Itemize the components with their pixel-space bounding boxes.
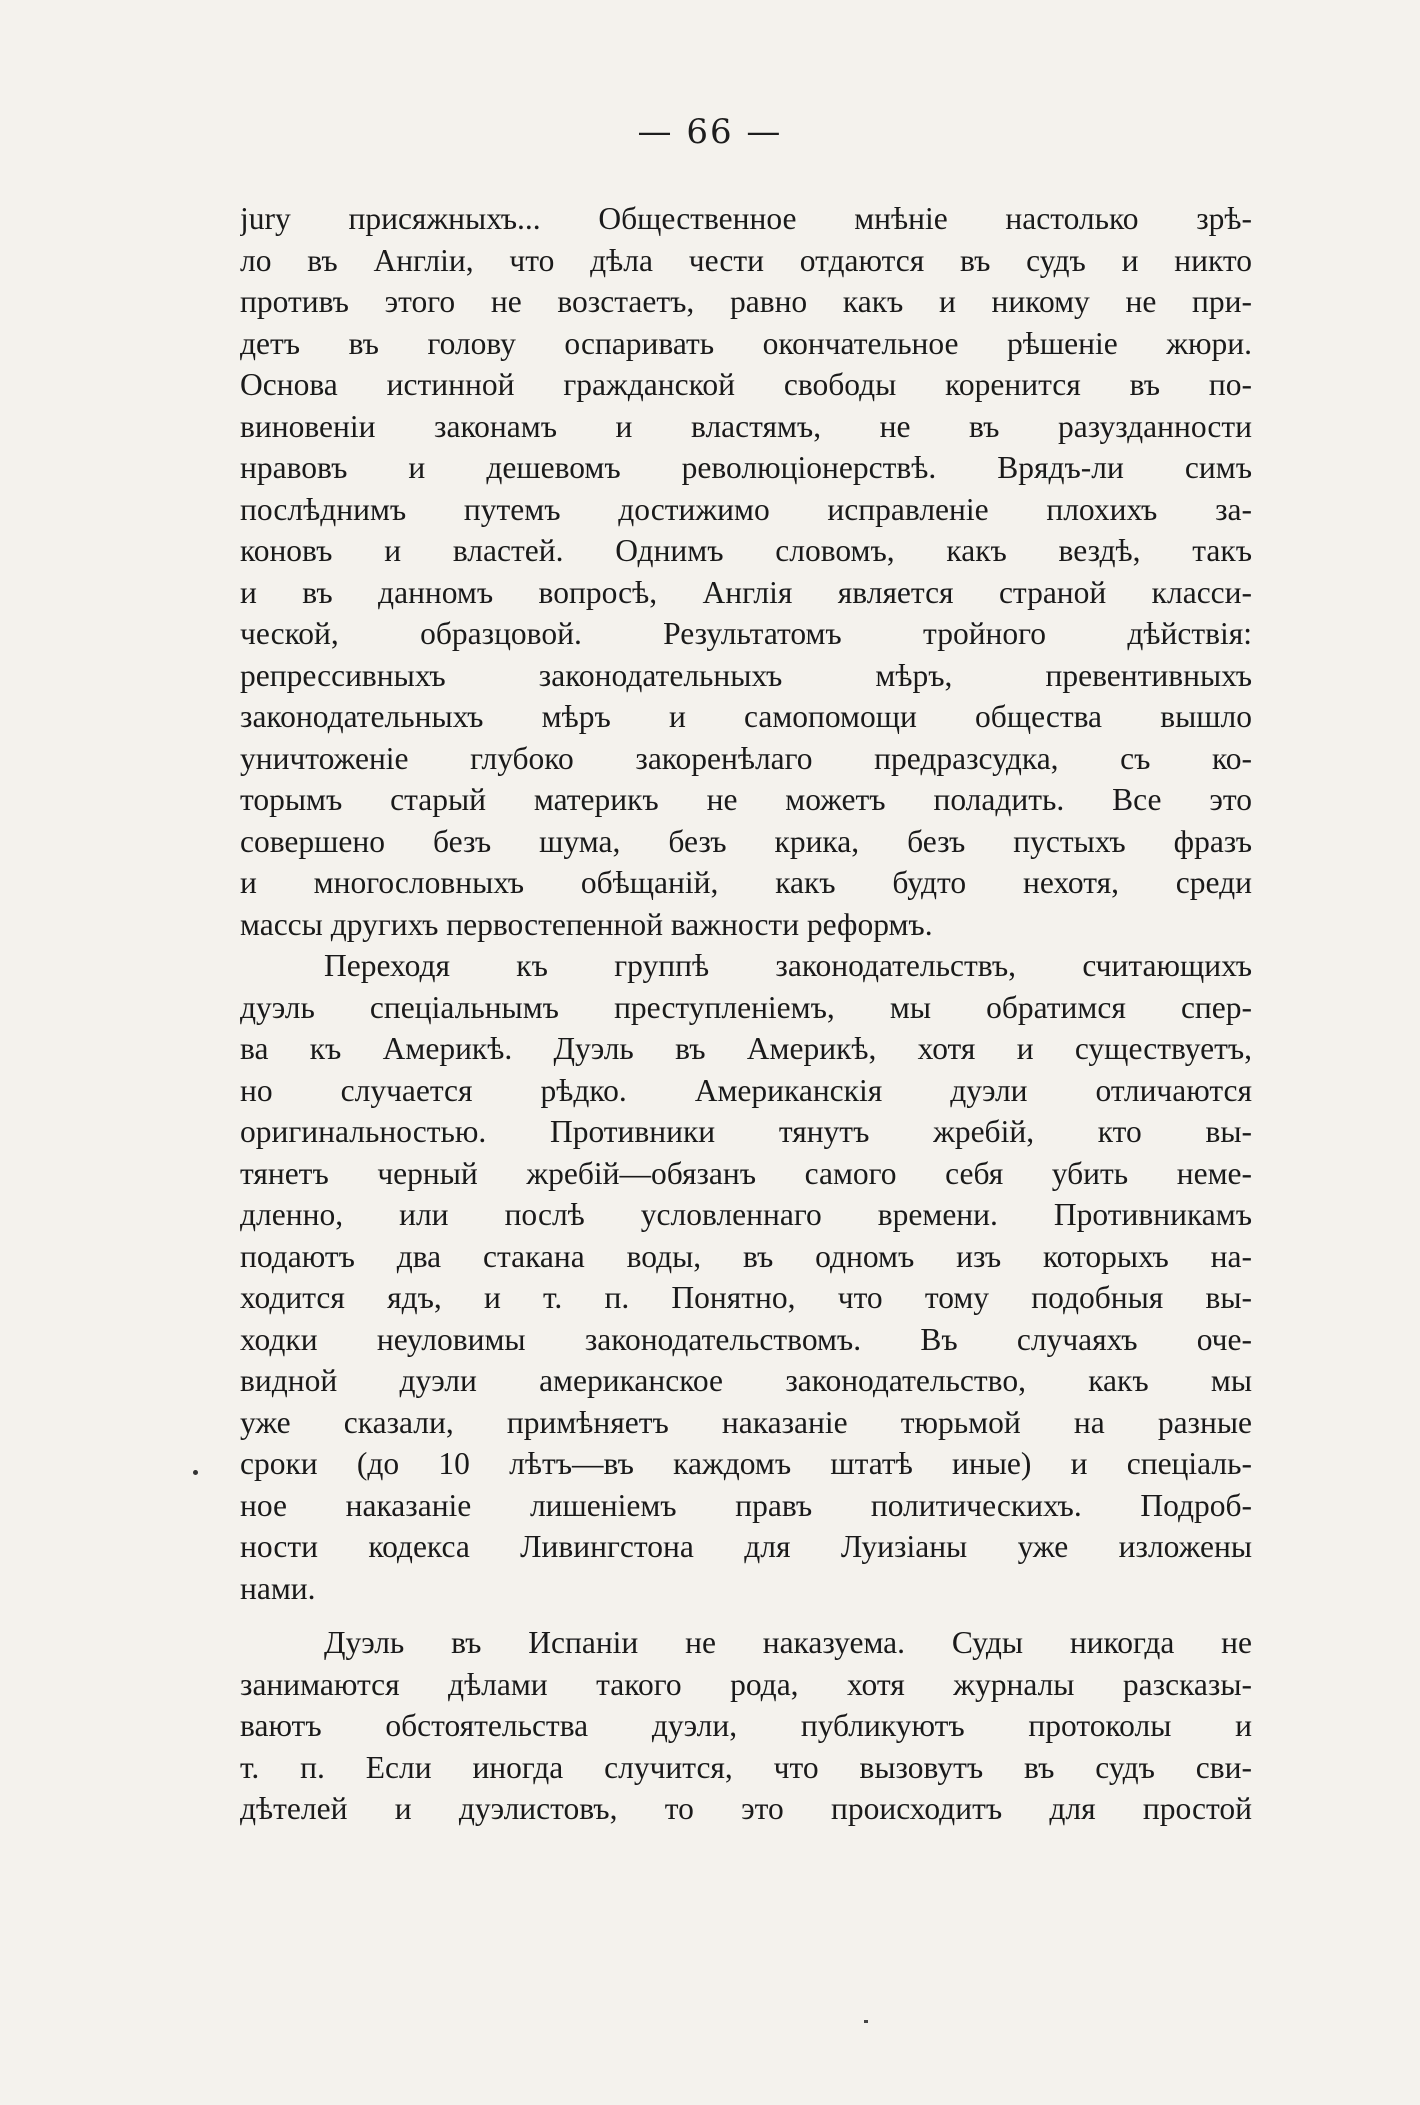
text-line: и многословныхъ обѣщаній, какъ будто нехотя, среди	[240, 865, 1252, 900]
text-line: дленно, или послѣ условленнаго времени. Противникамъ	[240, 1197, 1252, 1232]
text-line: Основа истинной гражданской свободы коренится въ по-	[240, 367, 1252, 402]
text-line: нравовъ и дешевомъ революціонерствѣ. Врядъ-ли симъ	[240, 450, 1252, 485]
text-line: уже сказали, примѣняетъ наказаніе тюрьмой на разные	[240, 1404, 1252, 1440]
text-line: видной дуэли американское законодательство, какъ мы	[240, 1363, 1252, 1398]
text-line: виновеніи законамъ и властямъ, не въ разузданности	[240, 408, 1252, 444]
text-line: коновъ и властей. Однимъ словомъ, какъ вездѣ, такъ	[240, 533, 1252, 568]
body-text	[240, 198, 1252, 1830]
text-line: ческой, образцовой. Результатомъ тройного дѣйствія:	[240, 616, 1252, 651]
text-line: детъ въ голову оспаривать окончательное рѣшеніе жюри.	[240, 325, 1252, 361]
text-line: ходки неуловимы законодательствомъ. Въ случаяхъ оче-	[240, 1321, 1252, 1357]
text-line: тянетъ черный жребій—обязанъ самого себя убить неме-	[240, 1155, 1252, 1191]
text-line: подаютъ два стакана воды, въ одномъ изъ которыхъ на-	[240, 1238, 1252, 1274]
text-line: законодательныхъ мѣръ и самопомощи общества вышло	[240, 699, 1252, 734]
text-line: Дуэль въ Испаніи не наказуема. Суды никогда не	[324, 1625, 1252, 1660]
text-line: и въ данномъ вопросѣ, Англія является страной класси-	[240, 574, 1252, 610]
margin-mark	[193, 1470, 198, 1475]
text-line: торымъ старый материкъ не можетъ поладить. Все это	[240, 782, 1252, 817]
text-line: противъ этого не возстаетъ, равно какъ и никому не при-	[240, 284, 1252, 319]
print-speck	[864, 2020, 868, 2023]
text-line: ваютъ обстоятельства дуэли, публикуютъ протоколы и	[240, 1708, 1252, 1743]
text-line: послѣднимъ путемъ достижимо исправленіе плохихъ за-	[240, 491, 1252, 527]
text-line: дуэль спеціальнымъ преступленіемъ, мы обратимся спер-	[240, 989, 1252, 1025]
text-line: ло въ Англіи, что дѣла чести отдаются въ судъ и никто	[240, 242, 1252, 278]
text-line: ное наказаніе лишеніемъ правъ политическихъ. Подроб-	[240, 1487, 1252, 1523]
text-line: оригинальностью. Противники тянутъ жребій, кто вы-	[240, 1114, 1252, 1149]
text-line: ходится ядъ, и т. п. Понятно, что тому подобныя вы-	[240, 1280, 1252, 1315]
text-line: совершено безъ шума, безъ крика, безъ пустыхъ фразъ	[240, 823, 1252, 859]
paragraph-gap	[240, 1609, 1252, 1622]
text-line: массы другихъ первостепенной важности реформъ.	[240, 906, 933, 942]
text-line: дѣтелей и дуэлистовъ, то это происходитъ для простой	[240, 1791, 1252, 1826]
text-line: репрессивныхъ законодательныхъ мѣръ, превентивныхъ	[240, 657, 1252, 693]
text-line: нами.	[240, 1570, 316, 1606]
text-line: Переходя къ группѣ законодательствъ, считающихъ	[324, 948, 1252, 983]
text-line: уничтоженіе глубоко закоренѣлаго предразсудка, съ ко-	[240, 740, 1252, 776]
text-line: т. п. Если иногда случится, что вызовутъ въ судъ сви-	[240, 1749, 1252, 1785]
page-number: — 66 —	[637, 112, 783, 152]
text-line: занимаются дѣлами такого рода, хотя журналы разсказы-	[240, 1666, 1252, 1702]
text-line: ности кодекса Ливингстона для Луизіаны уже изложены	[240, 1529, 1252, 1564]
text-line: ва къ Америкѣ. Дуэль въ Америкѣ, хотя и существуетъ,	[240, 1031, 1252, 1066]
text-line: но случается рѣдко. Американскія дуэли отличаются	[240, 1072, 1252, 1108]
text-line: сроки (до 10 лѣтъ—въ каждомъ штатѣ иные) и спеціаль-	[240, 1446, 1252, 1481]
text-line: jury присяжныхъ... Общественное мнѣніе настолько зрѣ-	[240, 201, 1252, 236]
